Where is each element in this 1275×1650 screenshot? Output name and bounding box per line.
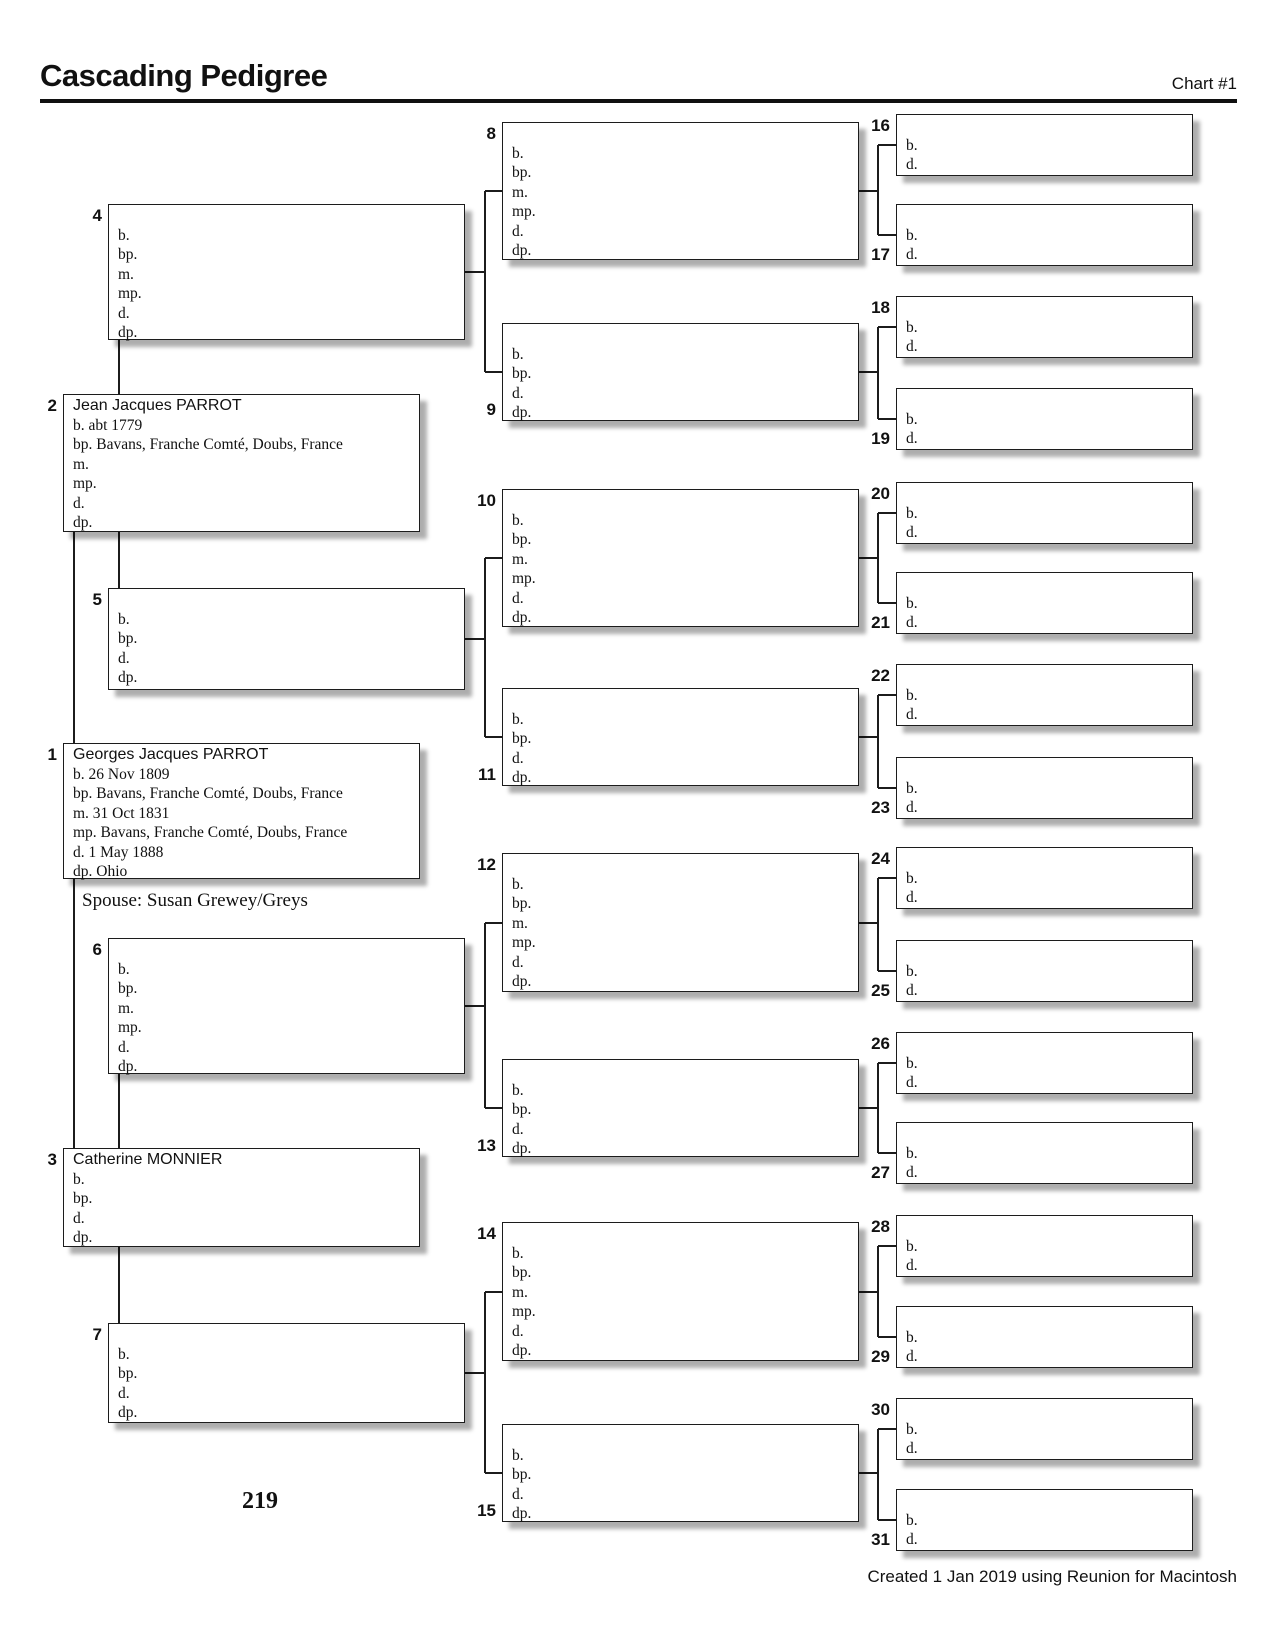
field-line: d. xyxy=(512,589,524,607)
field-line: dp. xyxy=(73,1229,93,1246)
pedigree-box-19 xyxy=(896,388,1193,450)
box-number: 7 xyxy=(92,1325,102,1344)
field-line: d. xyxy=(512,953,524,971)
person-name xyxy=(118,1325,460,1345)
connector-line xyxy=(878,1428,896,1430)
field-line: d. xyxy=(118,1384,130,1402)
field-line: bp. xyxy=(512,164,532,181)
field-line: dp. xyxy=(512,973,532,990)
connector-line xyxy=(878,144,896,146)
field-line: bp. xyxy=(512,730,532,747)
field-line: dp. Ohio xyxy=(73,863,128,880)
field-line: b. xyxy=(906,1328,918,1346)
pedigree-box-9 xyxy=(502,323,859,421)
pedigree-box-22 xyxy=(896,664,1193,726)
pedigree-box-8 xyxy=(502,122,859,260)
box-number: 14 xyxy=(477,1224,496,1243)
field-line: d. xyxy=(118,649,130,667)
person-name xyxy=(118,590,460,610)
box-number: 29 xyxy=(871,1347,890,1366)
pedigree-box-15 xyxy=(502,1424,859,1522)
box-number: 5 xyxy=(92,590,102,609)
field-line: d. xyxy=(906,1164,918,1181)
field-line: d. xyxy=(512,1485,524,1503)
connector-line xyxy=(878,234,896,236)
pedigree-box-30 xyxy=(896,1398,1193,1460)
person-name xyxy=(906,116,1188,136)
field-line: dp. xyxy=(118,1058,138,1075)
person-name xyxy=(906,942,1188,962)
person-name xyxy=(118,940,460,960)
person-name xyxy=(512,1061,854,1081)
connector-line xyxy=(484,558,486,737)
field-line: mp. xyxy=(512,570,536,587)
connector-line xyxy=(485,1107,502,1109)
box-number: 30 xyxy=(871,1400,890,1419)
field-line: b. xyxy=(512,511,524,529)
connector-line xyxy=(859,1472,878,1474)
box-number: 19 xyxy=(871,429,890,448)
connector-line xyxy=(118,532,120,588)
connector-line xyxy=(484,923,486,1109)
field-line: mp. xyxy=(118,1019,142,1036)
field-line: m. xyxy=(512,550,528,568)
pedigree-box-11 xyxy=(502,688,859,786)
connector-line xyxy=(859,371,878,373)
field-line: m. xyxy=(512,183,528,201)
box-number: 13 xyxy=(477,1136,496,1155)
box-number: 23 xyxy=(871,798,890,817)
connector-line xyxy=(859,1107,878,1109)
person-name xyxy=(512,1224,854,1244)
pedigree-box-29 xyxy=(896,1306,1193,1368)
person-name xyxy=(906,298,1188,318)
field-line: d. xyxy=(906,246,918,263)
connector-line xyxy=(878,602,896,604)
connector-line xyxy=(485,922,502,924)
pedigree-box-7 xyxy=(108,1323,465,1423)
field-line: mp. xyxy=(118,285,142,302)
field-line: dp. xyxy=(118,669,138,686)
pedigree-box-2 xyxy=(63,394,420,532)
field-line: b. xyxy=(512,875,524,893)
pedigree-box-24 xyxy=(896,847,1193,909)
box-number: 28 xyxy=(871,1217,890,1236)
connector-line xyxy=(465,271,485,273)
field-line: d. xyxy=(906,1074,918,1091)
box-number: 25 xyxy=(871,981,890,1000)
connector-line xyxy=(878,1336,896,1338)
pedigree-box-3 xyxy=(63,1148,420,1247)
field-line: d. xyxy=(73,494,85,512)
person-name xyxy=(906,1124,1188,1144)
box-number: 21 xyxy=(871,613,890,632)
field-line: dp. xyxy=(118,1404,138,1421)
connector-line xyxy=(878,970,896,972)
field-line: b. xyxy=(906,504,918,522)
box-number: 27 xyxy=(871,1163,890,1182)
connector-line xyxy=(118,1247,120,1323)
box-number: 11 xyxy=(478,765,496,784)
field-line: bp. xyxy=(512,1466,532,1483)
person-name xyxy=(906,1400,1188,1420)
field-line: b. xyxy=(906,1511,918,1529)
connector-line xyxy=(485,1472,502,1474)
field-line: d. xyxy=(512,749,524,767)
field-line: d. xyxy=(906,614,918,631)
field-line: m. xyxy=(73,455,89,473)
field-line: dp. xyxy=(512,242,532,259)
field-line: b. xyxy=(512,345,524,363)
field-line: d. xyxy=(118,304,130,322)
box-number: 24 xyxy=(871,849,890,868)
field-line: bp. xyxy=(118,980,138,997)
connector-line xyxy=(877,327,879,419)
connector-line xyxy=(878,1519,896,1521)
field-line: bp. xyxy=(512,365,532,382)
connector-line xyxy=(118,1074,120,1148)
spouse-note: Spouse: Susan Grewey/Greys xyxy=(82,890,308,911)
pedigree-box-5 xyxy=(108,588,465,690)
field-line: b. xyxy=(906,686,918,704)
pedigree-box-12 xyxy=(502,853,859,992)
pedigree-box-23 xyxy=(896,757,1193,819)
connector-line xyxy=(877,1429,879,1520)
connector-line xyxy=(859,557,878,559)
box-number: 15 xyxy=(477,1501,496,1520)
connector-line xyxy=(485,736,502,738)
person-name xyxy=(906,574,1188,594)
box-number: 9 xyxy=(486,400,496,419)
connector-line xyxy=(73,532,75,743)
field-line: b. xyxy=(512,710,524,728)
person-name xyxy=(512,325,854,345)
pedigree-box-28 xyxy=(896,1215,1193,1277)
field-line: d. xyxy=(906,1531,918,1548)
box-number: 18 xyxy=(871,298,890,317)
box-number: 1 xyxy=(47,745,57,764)
field-line: b. xyxy=(906,136,918,154)
connector-line xyxy=(878,512,896,514)
field-line: mp. xyxy=(73,475,97,492)
box-number: 20 xyxy=(871,484,890,503)
field-line: b. xyxy=(118,1345,130,1363)
person-name xyxy=(906,206,1188,226)
person-name: Georges Jacques PARROT xyxy=(73,746,269,763)
person-name: Jean Jacques PARROT xyxy=(73,397,242,414)
person-name xyxy=(906,390,1188,410)
connector-line xyxy=(877,695,879,788)
field-line: b. xyxy=(906,869,918,887)
box-number: 10 xyxy=(477,491,496,510)
field-line: dp. xyxy=(512,1505,532,1522)
field-line: b. abt 1779 xyxy=(73,416,143,434)
title-rule xyxy=(40,99,1237,103)
field-line: d. xyxy=(906,524,918,541)
pedigree-box-17 xyxy=(896,204,1193,266)
field-line: b. xyxy=(906,1054,918,1072)
person-name xyxy=(512,690,854,710)
field-line: m. xyxy=(512,914,528,932)
field-line: mp. xyxy=(512,934,536,951)
page-number: 219 xyxy=(242,1488,278,1514)
connector-line xyxy=(878,1245,896,1247)
field-line: mp. xyxy=(512,203,536,220)
field-line: d. xyxy=(512,1120,524,1138)
pedigree-box-16 xyxy=(896,114,1193,176)
pedigree-box-18 xyxy=(896,296,1193,358)
connector-line xyxy=(859,736,878,738)
pedigree-box-10 xyxy=(502,489,859,627)
field-line: mp. xyxy=(512,1303,536,1320)
field-line: dp. xyxy=(512,1342,532,1359)
field-line: b. 26 Nov 1809 xyxy=(73,765,170,783)
field-line: m. xyxy=(118,999,134,1017)
field-line: m. xyxy=(512,1283,528,1301)
field-line: d. xyxy=(906,1257,918,1274)
connector-line xyxy=(118,340,120,394)
box-number: 2 xyxy=(47,396,57,415)
field-line: bp. xyxy=(118,246,138,263)
box-number: 22 xyxy=(871,666,890,685)
connector-line xyxy=(877,1063,879,1153)
field-line: b. xyxy=(906,962,918,980)
box-number: 3 xyxy=(47,1150,57,1169)
pedigree-box-1 xyxy=(63,743,420,879)
field-line: b. xyxy=(906,1420,918,1438)
person-name xyxy=(906,484,1188,504)
field-line: b. xyxy=(512,1446,524,1464)
connector-line xyxy=(877,878,879,971)
field-line: d. xyxy=(512,222,524,240)
field-line: d. xyxy=(906,889,918,906)
connector-line xyxy=(465,638,485,640)
field-line: d. xyxy=(906,982,918,999)
page-title: Cascading Pedigree xyxy=(40,58,328,93)
field-line: dp. xyxy=(512,609,532,626)
field-line: b. xyxy=(906,779,918,797)
person-name: Catherine MONNIER xyxy=(73,1151,223,1168)
field-line: bp. Bavans, Franche Comté, Doubs, France xyxy=(73,436,343,453)
connector-line xyxy=(878,418,896,420)
person-name xyxy=(512,1426,854,1446)
field-line: b. xyxy=(906,1237,918,1255)
field-line: mp. Bavans, Franche Comté, Doubs, France xyxy=(73,824,348,841)
field-line: b. xyxy=(906,594,918,612)
connector-line xyxy=(485,371,502,373)
pedigree-box-20 xyxy=(896,482,1193,544)
person-name xyxy=(512,855,854,875)
field-line: bp. Bavans, Franche Comté, Doubs, France xyxy=(73,785,343,802)
field-line: b. xyxy=(118,960,130,978)
field-line: d. xyxy=(512,384,524,402)
box-number: 16 xyxy=(871,116,890,135)
pedigree-box-25 xyxy=(896,940,1193,1002)
field-line: dp. xyxy=(512,1140,532,1157)
field-line: b. xyxy=(906,318,918,336)
field-line: m. xyxy=(118,265,134,283)
field-line: bp. xyxy=(512,531,532,548)
box-number: 8 xyxy=(486,124,496,143)
person-name xyxy=(906,849,1188,869)
person-name xyxy=(906,666,1188,686)
field-line: b. xyxy=(512,1244,524,1262)
connector-line xyxy=(878,326,896,328)
field-line: bp. xyxy=(512,895,532,912)
field-line: d. xyxy=(73,1209,85,1227)
field-line: b. xyxy=(512,144,524,162)
field-line: bp. xyxy=(118,1365,138,1382)
pedigree-box-31 xyxy=(896,1489,1193,1551)
connector-line xyxy=(859,190,878,192)
field-line: dp. xyxy=(512,769,532,786)
connector-line xyxy=(485,557,502,559)
box-number: 17 xyxy=(871,245,890,264)
person-name xyxy=(906,1034,1188,1054)
field-line: d. xyxy=(512,1322,524,1340)
connector-line xyxy=(878,694,896,696)
pedigree-box-4 xyxy=(108,204,465,340)
box-number: 31 xyxy=(871,1530,890,1549)
connector-line xyxy=(878,1062,896,1064)
connector-line xyxy=(859,1291,878,1293)
box-number: 26 xyxy=(871,1034,890,1053)
person-name xyxy=(906,1217,1188,1237)
field-line: d. 1 May 1888 xyxy=(73,843,164,861)
pedigree-box-26 xyxy=(896,1032,1193,1094)
field-line: d. xyxy=(906,430,918,447)
connector-line xyxy=(878,1152,896,1154)
field-line: dp. xyxy=(118,324,138,341)
connector-line xyxy=(859,922,878,924)
person-name xyxy=(118,206,460,226)
connector-line xyxy=(878,877,896,879)
pedigree-box-21 xyxy=(896,572,1193,634)
person-name xyxy=(906,1491,1188,1511)
field-line: dp. xyxy=(73,514,93,531)
pedigree-box-14 xyxy=(502,1222,859,1361)
connector-line xyxy=(465,1005,485,1007)
pedigree-box-27 xyxy=(896,1122,1193,1184)
field-line: b. xyxy=(118,610,130,628)
connector-line xyxy=(485,190,502,192)
connector-line xyxy=(484,1292,486,1474)
field-line: dp. xyxy=(512,404,532,421)
pedigree-box-13 xyxy=(502,1059,859,1157)
person-name xyxy=(512,491,854,511)
field-line: bp. xyxy=(73,1190,93,1207)
field-line: d. xyxy=(906,156,918,173)
field-line: b. xyxy=(73,1170,85,1188)
connector-line xyxy=(73,879,75,1148)
field-line: d. xyxy=(906,338,918,355)
field-line: d. xyxy=(906,706,918,723)
field-line: b. xyxy=(512,1081,524,1099)
box-number: 6 xyxy=(92,940,102,959)
connector-line xyxy=(877,1246,879,1337)
field-line: d. xyxy=(118,1038,130,1056)
connector-line xyxy=(485,1291,502,1293)
field-line: d. xyxy=(906,799,918,816)
person-name xyxy=(906,759,1188,779)
person-name xyxy=(512,124,854,144)
field-line: d. xyxy=(906,1440,918,1457)
field-line: b. xyxy=(118,226,130,244)
chart-number-label: Chart #1 xyxy=(1171,74,1237,93)
field-line: b. xyxy=(906,226,918,244)
field-line: bp. xyxy=(512,1264,532,1281)
box-number: 12 xyxy=(477,855,496,874)
field-line: b. xyxy=(906,1144,918,1162)
field-line: m. 31 Oct 1831 xyxy=(73,804,170,822)
field-line: bp. xyxy=(118,630,138,647)
connector-line xyxy=(877,513,879,603)
connector-line xyxy=(878,787,896,789)
connector-line xyxy=(877,145,879,235)
box-number: 4 xyxy=(92,206,102,225)
footer-credit: Created 1 Jan 2019 using Reunion for Macintosh xyxy=(867,1567,1237,1586)
field-line: bp. xyxy=(512,1101,532,1118)
connector-line xyxy=(465,1372,485,1374)
pedigree-box-6 xyxy=(108,938,465,1074)
person-name xyxy=(906,1308,1188,1328)
field-line: d. xyxy=(906,1348,918,1365)
field-line: b. xyxy=(906,410,918,428)
connector-line xyxy=(484,191,486,372)
